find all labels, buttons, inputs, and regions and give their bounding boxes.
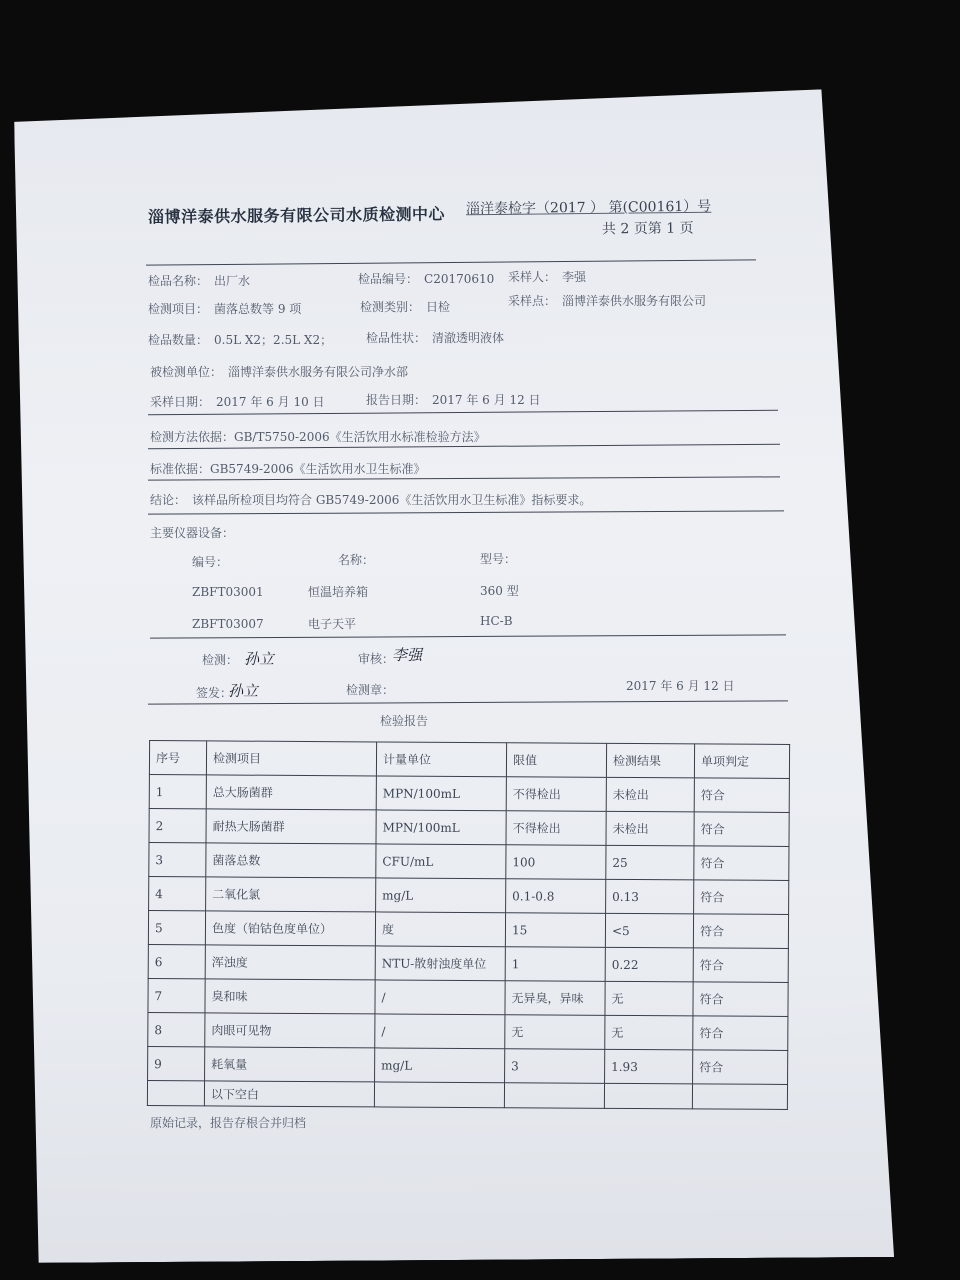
table-cell: 8 [148,1013,205,1047]
table-cell: MPN/100mL [376,776,506,811]
table-row [148,911,788,949]
equipment-model: HC-B [480,614,513,628]
table-cell: 肉眼可见物 [205,1013,375,1048]
table-cell [604,1083,692,1109]
standard-label: 标准依据： [150,462,211,476]
table-cell: MPN/100mL [376,810,506,845]
signer-signature: 孙立 [228,682,259,700]
stamp-label: 检测章： [346,683,395,697]
sample-name-value: 出厂水 [214,274,251,288]
equipment-model: 360 型 [480,584,519,598]
table-cell [147,1081,204,1106]
equipment-name: 电子天平 [308,617,357,631]
table-cell: 100 [506,845,606,880]
table-cell [374,1082,504,1108]
reviewer-signature: 李强 [392,646,423,664]
table-header-cell: 计量单位 [376,742,506,777]
sample-date-field [150,393,325,410]
sample-no-value: C20170610 [424,272,495,286]
conclusion-value: 该样品所检项目均符合 GB5749-2006《生活饮用水卫生标准》指标要求。 [192,493,592,507]
table-cell: 耐热大肠菌群 [206,809,376,844]
table-cell: 0.13 [606,879,694,914]
tested-unit-field [150,363,408,380]
sampler-field [508,268,586,285]
table-cell: <5 [605,913,693,948]
equipment-header-id: 编号： [192,555,229,569]
reviewer-label: 审核： [358,652,395,666]
property-label: 检品性状： [366,331,427,345]
signer-label: 签发： [196,686,233,700]
table-cell: 符合 [694,846,789,881]
equipment-title: 主要仪器设备： [150,526,235,540]
sample-name-field [148,272,250,289]
sample-date-value: 2017 年 6 月 10 日 [216,395,325,409]
method-label: 检测方法依据： [150,430,235,444]
table-row [149,877,789,915]
table-row [149,809,789,847]
standard-value: GB5749-2006《生活饮用水卫生标准》 [210,462,426,476]
table-title: 检验报告 [380,714,429,728]
equipment-header-model: 型号： [480,552,517,566]
table-cell: 未检出 [606,811,694,846]
qty-label: 检品数量： [148,333,209,347]
method-field [150,428,486,445]
table-cell: 符合 [694,778,789,813]
table-header-cell: 检测结果 [606,743,694,778]
table-cell: NTU-散射浊度单位 [375,946,505,981]
table-cell: CFU/mL [376,844,506,879]
table-cell: 菌落总数 [206,843,376,878]
table-cell: 符合 [693,1050,788,1085]
table-cell: 1 [505,947,605,982]
table-header-row [149,741,789,779]
equipment-header-name: 名称： [338,553,375,567]
table-cell: 总大肠菌群 [206,775,376,810]
table-cell: 15 [505,913,605,948]
report-date-value: 2017 年 6 月 12 日 [432,393,541,407]
method-value: GB/T5750-2006《生活饮用水标准检验方法》 [234,430,486,444]
table-cell: 不得检出 [506,811,606,846]
report-number [466,196,711,219]
table-cell: 3 [505,1049,605,1084]
table-cell: 无 [505,1015,605,1050]
table-cell: / [375,1014,505,1049]
category-field [360,298,450,315]
blank-note-cell: 以下空白 [204,1081,374,1107]
table-cell: 无 [605,981,693,1016]
tester-label: 检测： [202,653,239,667]
qty-field [148,331,332,348]
standard-field [150,460,426,477]
site-label: 采样点： [508,294,557,308]
table-row-blank [147,1081,787,1110]
table-cell: 符合 [694,812,789,847]
equipment-name: 恒温培养箱 [308,585,369,599]
table-header-cell: 单项判定 [694,744,789,779]
table-cell: 无 [605,1015,693,1050]
table-cell: 0.22 [605,947,693,982]
sample-no-label: 检品编号： [358,272,419,286]
report-number-text: 淄洋泰检字（2017 ） 第(C00161）号 [465,198,712,218]
table-cell: 无异臭，异味 [505,981,605,1016]
tester-signature: 孙立 [244,650,275,668]
table-cell [692,1084,787,1110]
table-cell: 符合 [693,948,788,983]
table-cell: mg/L [376,878,506,913]
report-date-field [366,391,541,408]
page-count: 共 2 页第 1 页 [601,220,694,238]
table-row [148,1047,788,1085]
issue-date: 2017 年 6 月 12 日 [626,679,735,693]
sample-no-field [358,270,494,287]
tested-unit-label: 被检测单位： [150,365,223,379]
table-cell: 符合 [693,1016,788,1051]
table-cell: 5 [148,911,205,945]
table-header-cell: 检测项目 [206,741,376,776]
results-table [147,740,790,1110]
sampler-label: 采样人： [508,270,557,284]
sample-date-label: 采样日期： [150,395,211,409]
table-cell: 臭和味 [205,979,375,1014]
results-body [147,741,789,1110]
equipment-id: ZBFT03001 [192,585,264,599]
footer-note: 原始记录，报告存根合并归档 [150,1116,307,1130]
table-cell: 度 [375,912,505,947]
table-cell: 1 [149,775,206,809]
org-title: 淄博洋泰供水服务有限公司水质检测中心 [147,204,446,227]
site-value: 淄博洋泰供水服务有限公司 [562,294,707,308]
property-value: 清澈透明液体 [432,331,505,345]
table-cell: 不得检出 [506,777,606,812]
tested-unit-value: 淄博洋泰供水服务有限公司净水部 [228,365,409,379]
table-cell: 4 [149,877,206,911]
site-field [508,292,706,309]
report-date-label: 报告日期： [366,393,427,407]
table-cell: 7 [148,979,205,1013]
table-row [148,1013,788,1051]
sampler-value: 李强 [562,270,587,284]
table-cell: 3 [149,843,206,877]
table-cell: 耗氧量 [205,1047,375,1082]
table-cell: 色度（铂钴色度单位） [205,911,375,946]
items-field [148,300,301,317]
equipment-id: ZBFT03007 [192,617,264,631]
table-cell: 符合 [693,914,788,949]
property-field [366,329,504,346]
table-cell: 0.1-0.8 [506,879,606,914]
category-label: 检测类别： [360,300,421,314]
table-cell: 6 [148,945,205,979]
table-cell: / [375,980,505,1015]
conclusion-label: 结论： [150,493,187,507]
table-cell: 1.93 [605,1049,693,1084]
table-row [148,979,788,1017]
table-row [149,775,789,813]
table-row [149,843,789,881]
table-header-cell: 限值 [506,743,606,778]
table-cell: mg/L [375,1048,505,1083]
table-header-cell: 序号 [149,741,206,775]
qty-value: 0.5L X2；2.5L X2； [214,333,333,347]
items-label: 检测项目： [148,302,209,316]
items-value: 菌落总数等 9 项 [214,302,302,316]
table-cell: 9 [148,1047,205,1081]
category-value: 日检 [426,300,451,314]
table-cell: 二氧化氯 [206,877,376,912]
table-cell: 浑浊度 [205,945,375,980]
table-cell: 未检出 [606,777,694,812]
table-cell [504,1083,604,1109]
table-cell: 25 [606,845,694,880]
conclusion-field [150,491,591,508]
table-cell: 符合 [693,982,788,1017]
table-row [148,945,788,983]
table-cell: 2 [149,809,206,843]
table-cell: 符合 [694,880,789,915]
sample-name-label: 检品名称： [148,274,209,288]
